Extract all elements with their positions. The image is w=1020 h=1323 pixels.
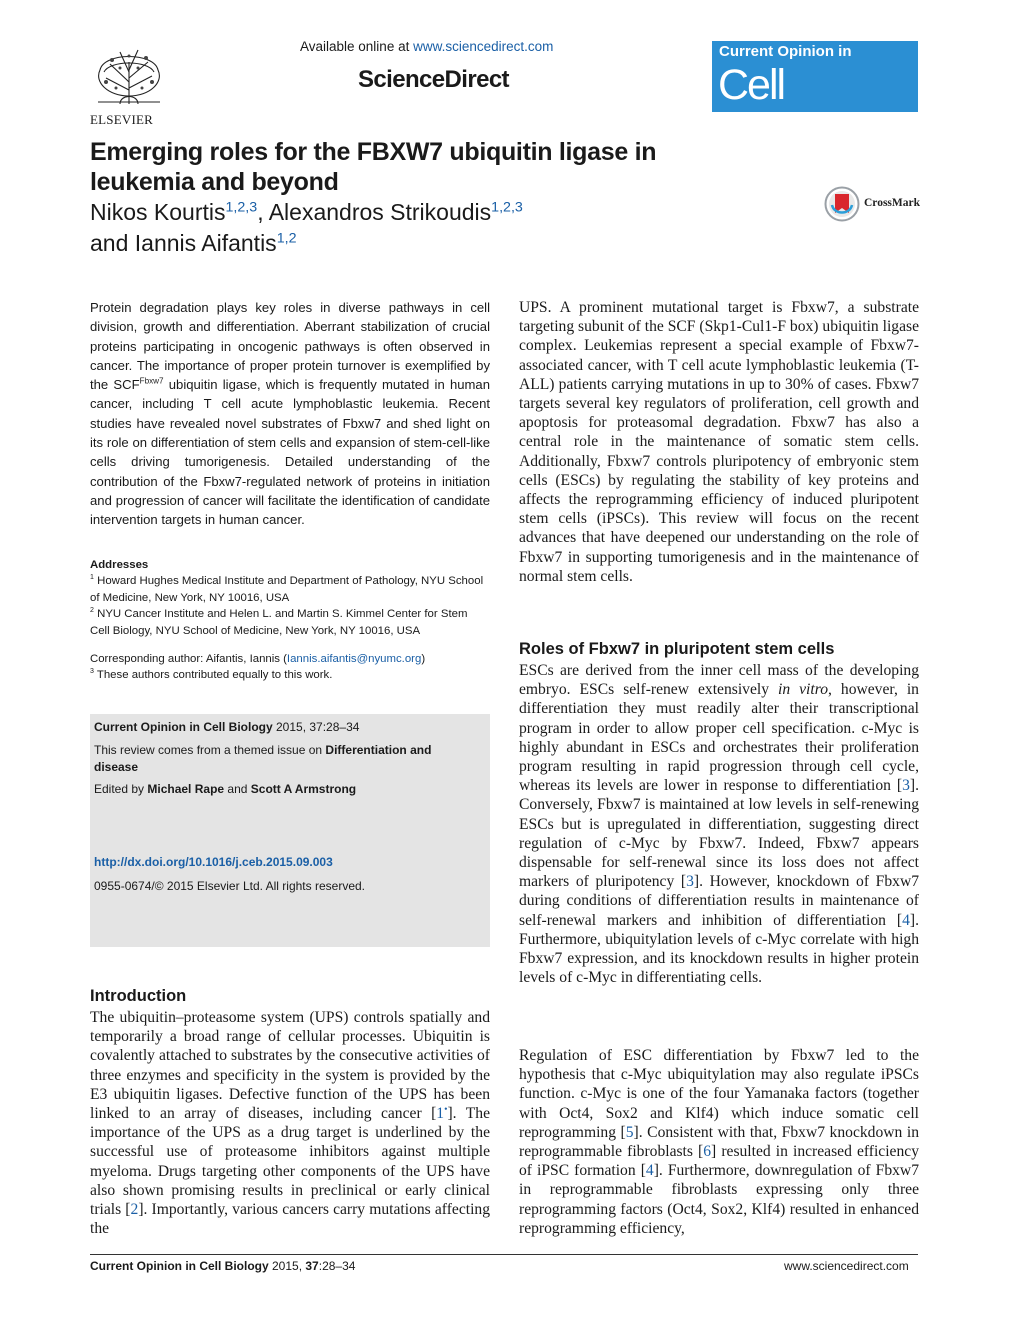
author: and Iannis Aifantis$^{1,2}$ — [90, 230, 297, 256]
affiliation-ref[interactable]: 1,2,3 — [491, 199, 523, 216]
citation-ref[interactable]: 2 — [130, 1201, 139, 1219]
section-heading-roles: Roles of Fbxw7 in pluripotent stem cells — [519, 640, 835, 658]
elsevier-logo — [90, 42, 168, 128]
body-paragraph: ESCs are derived from the inner cell mass of the developing embryo. ESCs self-renew extensively in vitro, however, in differentiation they must readily alter their transcriptional program in order to allow proper cell specification. c-Myc is highly abundant in ESCs and orchestrates their proliferation program resulting in rapid progression through cell cycle, whereas its levels are lower in response to differentiation [3]. Conversely, Fbxw7 is maintained at low levels in self-renewing ESCs but is upregulated in differentiation, suggesting direct regulation of c-Myc by Fbxw7. Indeed, Fbxw7 appears dispensable for self-renewal since its loss does not affect markers of pluripotency [3]. However, knockdown of Fbxw7 during conditions of differentiation results in maintenance of self-renewal markers and inhibition of differentiation [4]. Furthermore, ubiquitylation levels of c-Myc correlate with high Fbxw7 expression, and its knockdown results in higher protein levels of c-Myc in differentiating cells. — [519, 662, 920, 987]
addresses-heading: Addresses — [90, 559, 149, 571]
footer-citation: Current Opinion in Cell Biology 2015, 37:28–34 — [90, 1259, 356, 1273]
article-info-box — [90, 714, 490, 947]
citation-ref[interactable]: 3 — [686, 873, 694, 891]
info-theme: This review comes from a themed issue on Differentiation and disease — [94, 743, 432, 774]
section-heading-introduction: Introduction — [90, 987, 187, 1005]
address-item: $^1$ Howard Hughes Medical Institute and Department of Pathology, NYU School of Medicine, New York, NY 10016, USA — [90, 574, 484, 604]
citation-ref[interactable]: 4 — [645, 1162, 654, 1180]
available-online: Available online at www.sciencedirect.com — [300, 39, 554, 54]
citation-ref[interactable]: 3 — [902, 777, 910, 795]
publisher-name: ELSEVIER — [90, 112, 153, 127]
info-citation: Current Opinion in Cell Biology 2015, 37:28–34 — [94, 720, 360, 734]
correspondence — [90, 651, 490, 684]
crossmark-label: CrossMark — [864, 197, 921, 209]
sciencedirect-link[interactable]: www.sciencedirect.com — [413, 39, 554, 54]
author: Nikos Kourtis$^{1,2,3}$, — [90, 199, 269, 225]
footer-divider — [90, 1254, 918, 1255]
address-item: $^2$ NYU Cancer Institute and Helen L. and Martin S. Kimmel Center for Stem Cell Biology, NYU School of Medicine, New York, NY 10016, USA — [90, 607, 468, 637]
affiliation-ref[interactable]: 1,2,3 — [225, 199, 258, 216]
sciencedirect-wordmark: ScienceDirect — [358, 66, 509, 93]
addresses — [90, 557, 490, 639]
introduction-text: The ubiquitin–proteasome system (UPS) controls spatially and temporarily a broad range of cellular processes. Ubiquitin is covalently attached to substrates by the consecutive activities of three enzymes and specificity in the system is provided by the E3 ubiquitin ligases. Defective function of the UPS has been linked to an array of diseases, including cancer [1•]. The importance of the UPS as a drug target is underlined by the successful use of proteasome inhibitors against multiple myeloma. Drugs targeting other components of the UPS have also shown promising results in preclinical or early clinical trials [2]. Importantly, various cancers carry mutations affecting the — [90, 1009, 491, 1238]
email-link[interactable]: Iannis.aifantis@nyumc.org — [286, 653, 422, 665]
footer-site: www.sciencedirect.com — [784, 1259, 909, 1273]
author: Alexandros Strikoudis$^{1,2,3}$ — [268, 199, 523, 225]
crossmark-icon — [824, 186, 862, 222]
body-paragraph: Regulation of ESC differentiation by Fbxw7 led to the hypothesis that c-Myc ubiquitylation may also regulate iPSCs function. c-Myc is one of the four Yamanaka factors (together with Oct4, Sox2 and Klf4) which induce somatic cell reprogramming [5]. Consistent with that, Fbxw7 knockdown in reprogrammable fibroblasts [6] resulted in increased efficiency of iPSC formation [4]. Furthermore, downregulation of Fbxw7 in reprogrammable fibroblasts expressing only three reprogramming factors (Oct4, Sox2, Klf4) resulted in enhanced reprogramming efficiency, — [519, 1047, 919, 1237]
citation-ref[interactable]: 1• — [436, 1103, 448, 1123]
citation-ref[interactable]: 5 — [625, 1123, 634, 1141]
doi-link[interactable]: http://dx.doi.org/10.1016/j.ceb.2015.09.003 — [94, 855, 333, 869]
author-list — [90, 197, 710, 259]
abstract: Protein degradation plays key roles in diverse pathways in cell division, growth and differentiation. Aberrant stabilization of crucial proteins participating in oncogenic pathways is often observed in cancer. The importance of proper protein turnover is exemplified by the $SCF^{Fbxw7}$ ubiquitin ligase, which is frequently mutated in human cancer, including T cell acute lymphoblastic leukemia. Recent studies have revealed novel substrates of Fbxw7 and shed light on its role on differentiation of stem cells and expansion of stem-cell-like cells driving tumorigenesis. Detailed understanding of the contribution of the Fbxw7-regulated network of proteins in initiation and progression of cancer will facilitate the identification of candidate intervention targets in human cancer. — [90, 300, 490, 528]
journal-logo-line2: Cell Biology — [718, 61, 846, 161]
article-title: Emerging roles for the FBXW7 ubiquitin ligase in leukemia and beyond — [90, 138, 657, 196]
journal-logo — [712, 41, 918, 161]
corresponding-author: Corresponding author: Aifantis, Iannis (Iannis.aifantis@nyumc.org) — [90, 653, 426, 665]
info-copyright: 0955-0674/© 2015 Elsevier Ltd. All rights reserved. — [94, 879, 365, 893]
citation-ref[interactable]: 4 — [902, 911, 910, 929]
affiliation-ref[interactable]: 1,2 — [276, 230, 297, 247]
equal-contribution-note: $^3$ These authors contributed equally to this work. — [90, 668, 333, 682]
journal-logo-line1: Current Opinion in — [719, 43, 852, 60]
body-paragraph: UPS. A prominent mutational target is Fbxw7, a substrate targeting subunit of the SCF (Skp1-Cul1-F box) ubiquitin ligase complex. Leukemias represent a special example of Fbxw7-associated cancer, with T cell acute lymphoblastic leukemia (T-ALL) patients carrying mutations in up to 30% of cases. Fbxw7 targets several key regulators of proliferation, cell growth and apoptosis for proteasomal degradation. Fbxw7 has also a central role in the maintenance of somatic stem cells. Additionally, Fbxw7 controls pluripotency of embryonic stem cells (ESCs) by regulating the stability of key proteins and affects the reprogramming efficiency of induced pluripotent stem cells (iPSCs). This review will focus on the recent advances that have deepened our understanding on the role of Fbxw7 in supporting tumorigenesis and in the maintenance of normal stem cells. — [519, 299, 919, 585]
citation-ref[interactable]: 6 — [703, 1143, 712, 1161]
info-editors: Edited by Michael Rape and Scott A Armstrong — [94, 782, 357, 796]
